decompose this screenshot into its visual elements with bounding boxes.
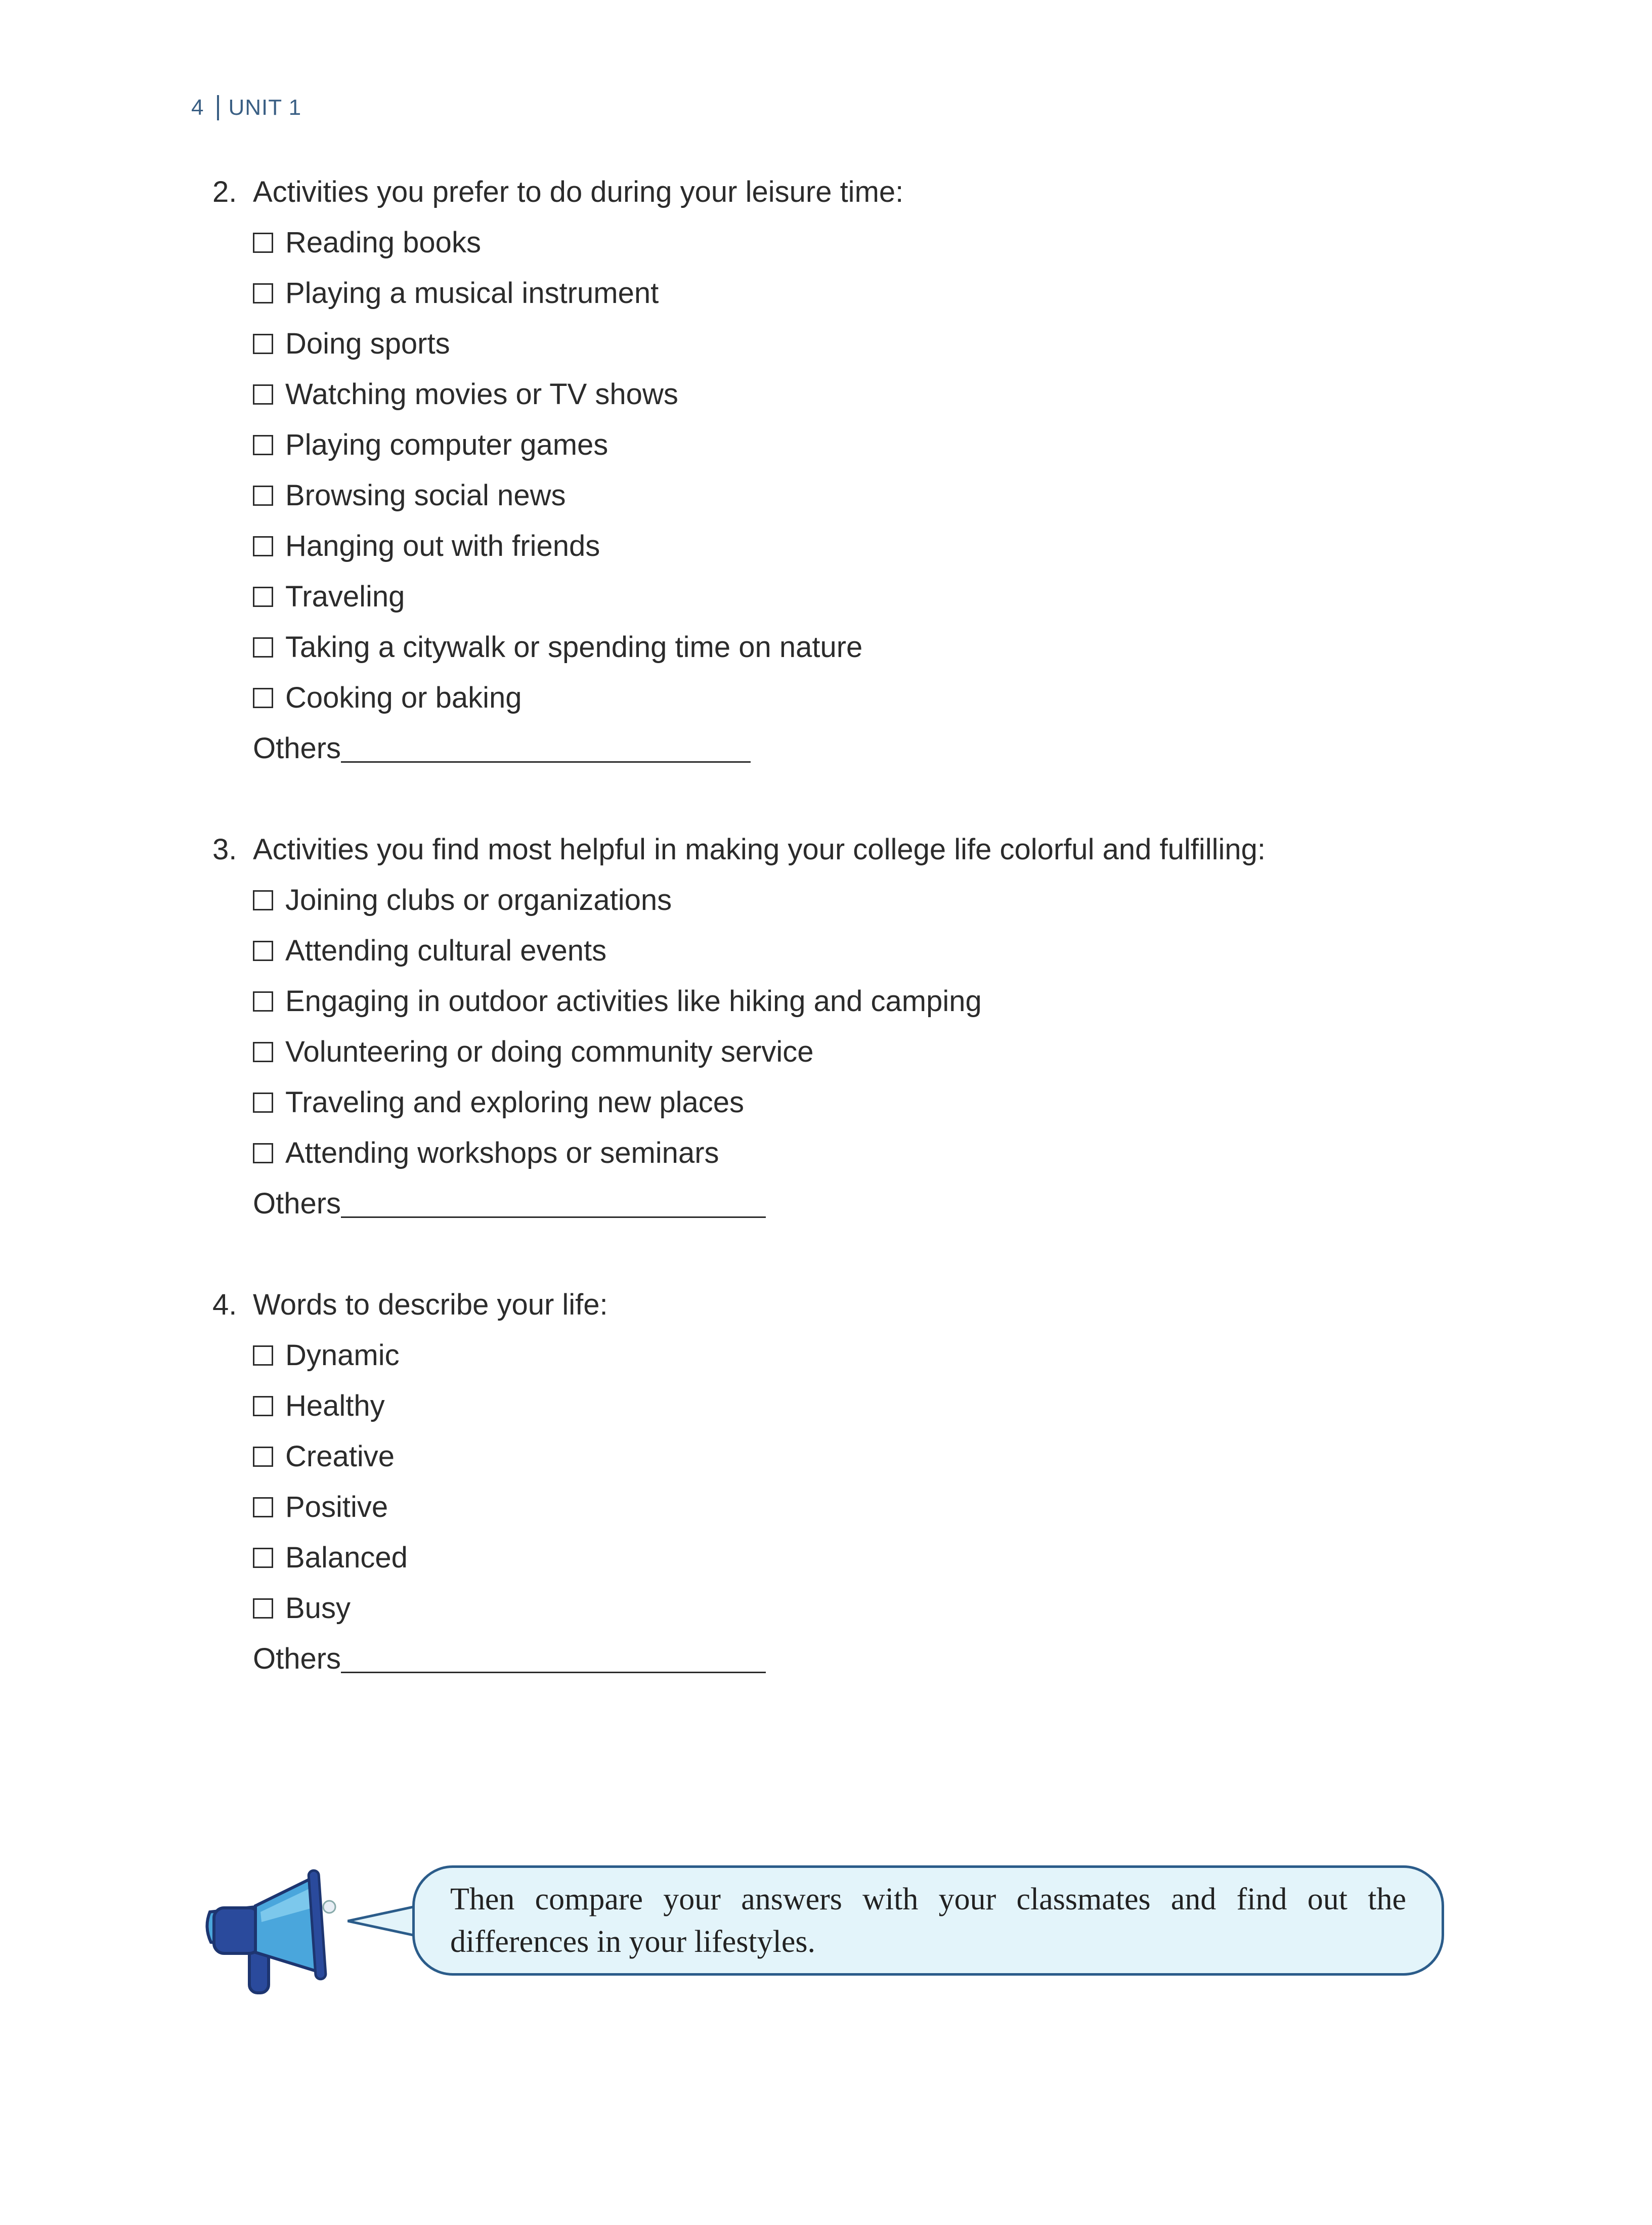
option-label: Joining clubs or organizations (285, 884, 672, 917)
option-item[interactable] (253, 1077, 1477, 1128)
checkbox[interactable] (253, 890, 273, 910)
option-label: Taking a citywalk or spending time on nature (285, 631, 863, 664)
question-number: 3. (212, 833, 237, 866)
option-item[interactable] (253, 622, 1477, 673)
checkbox[interactable] (253, 637, 273, 658)
checkbox[interactable] (253, 1447, 273, 1467)
option-item[interactable] (253, 319, 1477, 369)
question-prompt: Words to describe your life: (253, 1288, 608, 1321)
option-item[interactable] (253, 1330, 1477, 1381)
checkbox[interactable] (253, 334, 273, 354)
page-number: 4 (191, 95, 204, 120)
checkbox[interactable] (253, 486, 273, 506)
callout-text: Then compare your answers with your classmates and find out the differences in your lifestyles. (450, 1882, 1406, 1959)
option-label: Browsing social news (285, 479, 566, 512)
option-item[interactable] (253, 1128, 1477, 1179)
option-label: Hanging out with friends (285, 530, 600, 562)
option-label: Watching movies or TV shows (285, 378, 678, 411)
checkbox[interactable] (253, 1396, 273, 1416)
checkbox[interactable] (253, 1042, 273, 1062)
others-blank-line[interactable] (341, 1204, 766, 1218)
page-header (191, 95, 301, 120)
others-field[interactable] (253, 723, 1477, 774)
question-number: 4. (212, 1288, 237, 1321)
option-item[interactable] (253, 673, 1477, 723)
option-label: Engaging in outdoor activities like hiking and camping (285, 985, 982, 1018)
bubble-tail (347, 1901, 418, 1941)
others-label: Others (253, 1642, 341, 1675)
option-list (212, 1330, 1477, 1634)
option-label: Cooking or baking (285, 681, 522, 714)
option-item[interactable] (253, 926, 1477, 976)
others-blank-line[interactable] (341, 749, 751, 763)
option-label: Volunteering or doing community service (285, 1035, 814, 1068)
option-label: Healthy (285, 1389, 385, 1422)
checkbox[interactable] (253, 1497, 273, 1517)
question-title (212, 167, 1477, 217)
checkbox[interactable] (253, 587, 273, 607)
option-label: Attending cultural events (285, 934, 607, 967)
option-item[interactable] (253, 217, 1477, 268)
others-field[interactable] (253, 1179, 1477, 1229)
option-label: Doing sports (285, 327, 450, 360)
checkbox[interactable] (253, 283, 273, 303)
checkbox[interactable] (253, 233, 273, 253)
others-field[interactable] (253, 1634, 1477, 1684)
question-number: 2. (212, 176, 237, 208)
others-blank-line[interactable] (341, 1660, 766, 1673)
option-item[interactable] (253, 1533, 1477, 1583)
option-label: Playing a musical instrument (285, 277, 659, 310)
megaphone-icon (200, 1861, 346, 2003)
checkbox[interactable] (253, 941, 273, 961)
option-label: Creative (285, 1440, 395, 1473)
option-item[interactable] (253, 1431, 1477, 1482)
option-list (212, 217, 1477, 723)
checkbox[interactable] (253, 991, 273, 1012)
option-item[interactable] (253, 268, 1477, 319)
option-label: Busy (285, 1592, 351, 1625)
option-item[interactable] (253, 470, 1477, 521)
checkbox[interactable] (253, 536, 273, 556)
question-title (212, 824, 1477, 875)
option-item[interactable] (253, 1583, 1477, 1634)
question-prompt: Activities you find most helpful in making your college life colorful and fulfilling: (253, 833, 1266, 866)
option-item[interactable] (253, 521, 1477, 572)
header-divider (217, 95, 219, 120)
option-label: Balanced (285, 1541, 408, 1574)
question-2 (212, 167, 1477, 774)
option-label: Reading books (285, 226, 481, 259)
checkbox[interactable] (253, 688, 273, 708)
option-label: Positive (285, 1491, 388, 1523)
others-label: Others (253, 1187, 341, 1220)
speech-bubble (412, 1865, 1444, 1976)
option-label: Traveling (285, 580, 405, 613)
option-item[interactable] (253, 1381, 1477, 1431)
checkbox[interactable] (253, 1598, 273, 1619)
checkbox[interactable] (253, 435, 273, 455)
option-label: Attending workshops or seminars (285, 1137, 719, 1169)
option-label: Playing computer games (285, 428, 608, 461)
question-prompt: Activities you prefer to do during your leisure time: (253, 176, 904, 208)
option-item[interactable] (253, 572, 1477, 622)
others-label: Others (253, 732, 341, 765)
checkbox[interactable] (253, 1548, 273, 1568)
checkbox[interactable] (253, 384, 273, 405)
unit-label: UNIT 1 (228, 95, 302, 120)
option-label: Traveling and exploring new places (285, 1086, 745, 1119)
question-title (212, 1280, 1477, 1330)
option-label: Dynamic (285, 1339, 400, 1372)
checkbox[interactable] (253, 1345, 273, 1366)
questionnaire (212, 167, 1477, 1735)
option-item[interactable] (253, 420, 1477, 470)
option-item[interactable] (253, 1027, 1477, 1077)
option-item[interactable] (253, 1482, 1477, 1533)
option-list (212, 875, 1477, 1179)
checkbox[interactable] (253, 1143, 273, 1163)
option-item[interactable] (253, 875, 1477, 926)
question-4 (212, 1280, 1477, 1684)
option-item[interactable] (253, 976, 1477, 1027)
checkbox[interactable] (253, 1093, 273, 1113)
option-item[interactable] (253, 369, 1477, 420)
callout (200, 1861, 1454, 2013)
question-3 (212, 824, 1477, 1229)
